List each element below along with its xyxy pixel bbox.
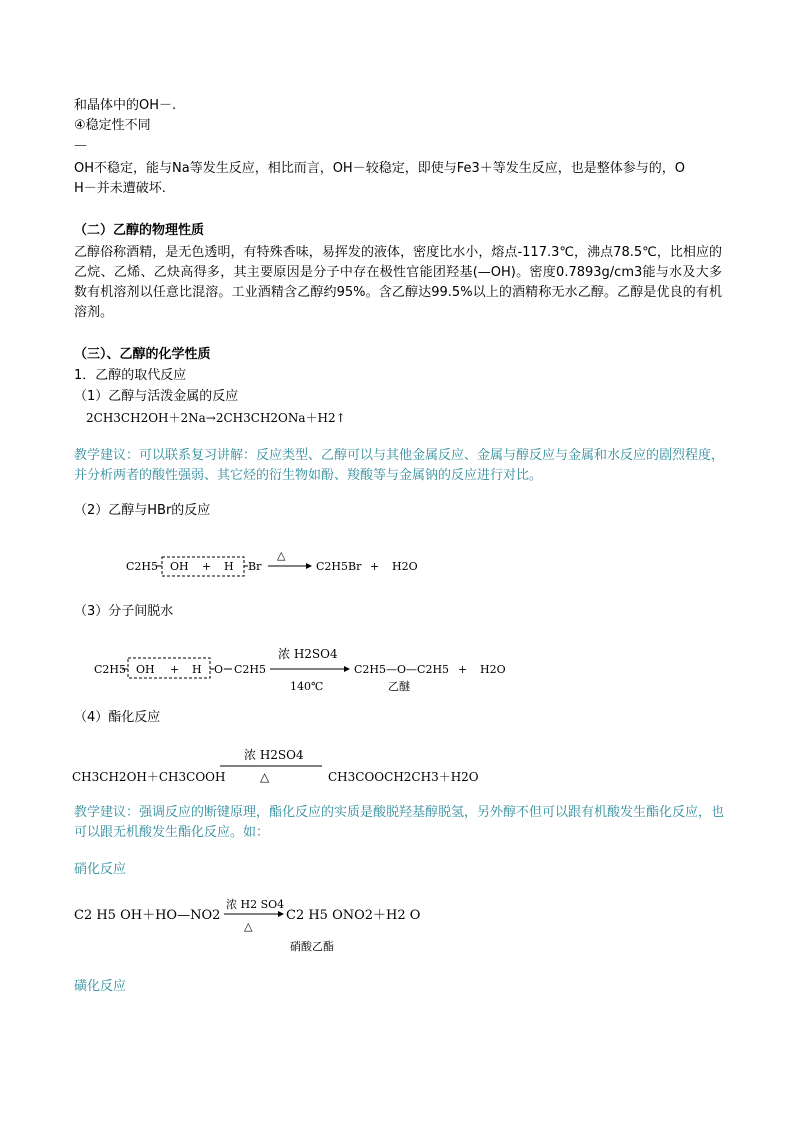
ether-condition-bottom: 140℃	[290, 680, 324, 693]
hbr-water: H2O	[392, 560, 418, 573]
equation-sodium: 2CH3CH2OH＋2Na→2CH3CH2ONa＋H2↑	[86, 411, 346, 425]
ether-water: H2O	[480, 663, 506, 676]
ester-condition-top: 浓 H2SO4	[244, 748, 304, 762]
ester-reactants: CH3CH2OH＋CH3COOH	[72, 770, 226, 784]
intro-dash: —	[74, 138, 87, 153]
ether-product: C2H5—O—C2H5	[354, 663, 450, 676]
intro-line-1: 和晶体中的OH－.	[74, 98, 177, 113]
ester-products: CH3COOCH2CH3＋H2O	[328, 770, 479, 784]
ester-condition-bottom: △	[260, 770, 270, 784]
physical-heading: （二）乙醇的物理性质	[74, 223, 205, 238]
arrow-head	[278, 911, 284, 917]
hbr-product: C2H5Br	[316, 560, 362, 573]
ether-o: O	[214, 663, 224, 676]
hbr-oh: OH	[170, 560, 189, 573]
hbr-left: C2H5	[126, 560, 159, 573]
nitration-title: 硝化反应	[74, 862, 127, 877]
nitrate-products: C2 H5 ONO2＋H2 O	[286, 908, 421, 923]
ether-name: 乙醚	[388, 680, 410, 693]
hbr-plus-2: +	[370, 560, 380, 573]
teaching-advice-1: 教学建议：可以联系复习讲解：反应类型、乙醇可以与其他金属反应、金属与醇反应与金属和水反应的剧烈程度，并分析两者的酸性强弱、其它烃的衍生物如酚、羧酸等与金属钠的反应进行对比。	[74, 448, 725, 483]
ether-c2h5: C2H5	[234, 663, 267, 676]
intro-line-2: ④稳定性不同	[74, 118, 151, 133]
reaction-hbr	[120, 548, 440, 580]
item-4-title: （4）酯化反应	[74, 710, 161, 725]
intro-line-4: H－并未遭破坏.	[74, 181, 166, 196]
arrow-head	[306, 563, 312, 569]
ether-condition-top: 浓 H2SO4	[278, 647, 338, 661]
hbr-br: Br	[248, 560, 262, 573]
nitrate-condition-top: 浓 H2 SO4	[226, 898, 285, 911]
item-2-title: （2）乙醇与HBr的反应	[74, 503, 211, 518]
sulfonation-title: 磺化反应	[74, 979, 127, 994]
ether-plus: +	[170, 663, 180, 676]
item-3-title: （3）分子间脱水	[74, 604, 174, 619]
ether-left: C2H5	[94, 663, 127, 676]
chemical-heading: （三）、乙醇的化学性质	[74, 347, 211, 362]
hbr-h: H	[224, 560, 234, 573]
hbr-plus: +	[202, 560, 212, 573]
arrow-head	[344, 666, 350, 672]
reaction-ester	[72, 744, 492, 790]
intro-line-3: OH不稳定，能与Na等发生反应，相比而言，OH－较稳定，即使与Fe3＋等发生反应，也是整体参与的，O	[74, 161, 685, 176]
nitrate-reactants: C2 H5 OH＋HO—NO2	[74, 908, 221, 923]
reaction-nitrate	[74, 894, 434, 956]
ether-h: H	[192, 663, 202, 676]
nitrate-condition-bottom: △	[244, 920, 253, 933]
nitrate-name: 硝酸乙酯	[290, 940, 334, 953]
reaction-ether	[90, 644, 520, 696]
hbr-heat: △	[277, 549, 286, 562]
item-1-title: （1）乙醇与活泼金属的反应	[74, 389, 239, 404]
physical-paragraph: 乙醇俗称酒精，是无色透明，有特殊香味，易挥发的液体，密度比水小，熔点-117.3℃，沸点78.5℃，比相应的乙烷、乙烯、乙炔高得多，其主要原因是分子中存在极性官能团羟基(—OH)。密度0.7893g/cm3能与水及大多数有机溶剂以任意比混溶。工业酒精含乙醇约95%。含乙醇达99.5%以上的酒精称无水乙醇。乙醇是优良的有机溶剂。	[74, 245, 722, 320]
subsection-substitution: 1．乙醇的取代反应	[74, 368, 187, 383]
ether-plus-2: +	[458, 663, 468, 676]
ether-oh: OH	[136, 663, 155, 676]
teaching-advice-2: 教学建议：强调反应的断键原理，酯化反应的实质是酸脱羟基醇脱氢，另外醇不但可以跟有机酸发生酯化反应，也可以跟无机酸发生酯化反应。如：	[74, 805, 725, 840]
